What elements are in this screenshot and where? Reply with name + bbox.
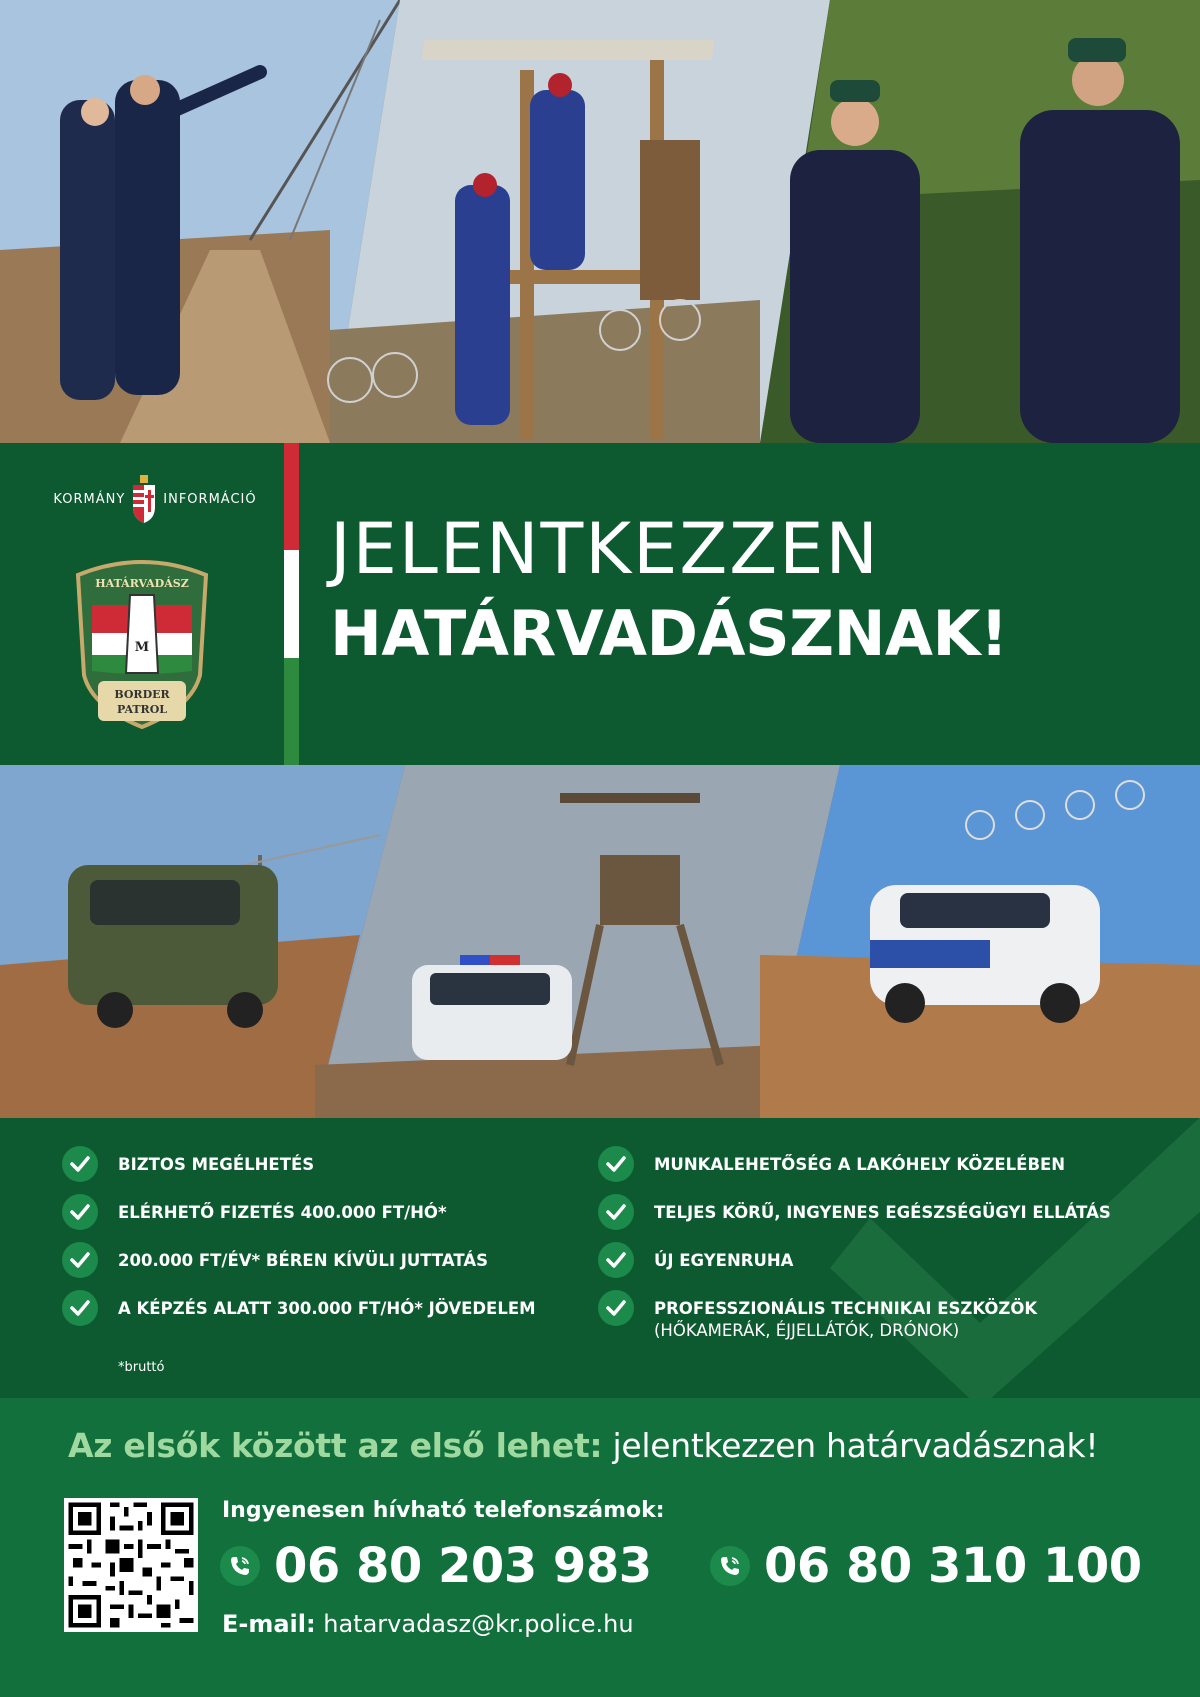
benefits-section (0, 1118, 1200, 1398)
benefit-main-text: PROFESSZIONÁLIS TECHNIKAI ESZKÖZÖK (654, 1299, 1038, 1318)
badge-bottom-line2: PATROL (116, 703, 168, 716)
benefit-text: A KÉPZÉS ALATT 300.000 FT/HÓ* JÖVEDELEM (118, 1299, 536, 1318)
hungarian-flag-bar (284, 443, 299, 765)
headline (330, 508, 1190, 678)
top-photo-strip (0, 0, 1200, 443)
check-icon (598, 1290, 634, 1326)
check-icon (62, 1242, 98, 1278)
phones-label: Ingyenesen hívható telefonszámok: (222, 1498, 665, 1523)
phone-number-2[interactable] (710, 1538, 1142, 1594)
benefit-item (598, 1298, 1158, 1346)
check-icon (62, 1146, 98, 1182)
benefit-text: MUNKALEHETŐSÉG A LAKÓHELY KÖZELÉBEN (654, 1155, 1066, 1174)
check-icon (598, 1146, 634, 1182)
benefit-text (654, 1298, 1037, 1342)
hungarian-coat-of-arms-icon (131, 475, 157, 523)
phone-number-text: 06 80 310 100 (764, 1538, 1142, 1594)
headline-line1: JELENTKEZZEN (330, 508, 880, 590)
check-icon (62, 1290, 98, 1326)
benefit-text: 200.000 FT/ÉV* BÉREN KÍVÜLI JUTTATÁS (118, 1251, 488, 1270)
benefits-left-column (62, 1154, 582, 1346)
headline-line2: HATÁRVADÁSZNAK! (330, 597, 1008, 670)
photo-two-officers (760, 0, 1200, 443)
brand-right-word: INFORMÁCIÓ (163, 491, 257, 507)
email-address-link[interactable]: hatarvadasz@kr.police.hu (323, 1610, 634, 1638)
email-line (222, 1610, 634, 1638)
benefit-item (598, 1154, 1158, 1202)
check-icon (598, 1242, 634, 1278)
tagline-rest: jelentkezzen határvadásznak! (612, 1426, 1099, 1465)
benefit-item (62, 1154, 582, 1202)
badge-bottom-line1: BORDER (114, 688, 170, 701)
email-label: E-mail: (222, 1610, 316, 1638)
check-icon (598, 1194, 634, 1230)
middle-photo-strip (0, 765, 1200, 1118)
benefit-item (598, 1202, 1158, 1250)
tagline-highlight: Az elsők között az első lehet: (68, 1426, 603, 1465)
benefit-sub-text: (HŐKAMERÁK, ÉJJELLÁTÓK, DRÓNOK) (654, 1321, 960, 1340)
tagline (68, 1426, 1098, 1465)
benefit-text: BIZTOS MEGÉLHETÉS (118, 1155, 315, 1174)
kormany-informacio-logo (40, 475, 270, 523)
qr-code[interactable] (64, 1498, 198, 1632)
benefit-item (62, 1202, 582, 1250)
phone-icon (220, 1546, 260, 1586)
benefit-text: TELJES KÖRŰ, INGYENES EGÉSZSÉGÜGYI ELLÁTÁS (654, 1203, 1111, 1222)
phone-icon (710, 1546, 750, 1586)
phone-number-1[interactable] (220, 1538, 652, 1594)
benefits-right-column (598, 1154, 1158, 1346)
brand-left-word: KORMÁNY (53, 491, 126, 507)
footnote: *bruttó (118, 1360, 165, 1375)
benefit-text: ÚJ EGYENRUHA (654, 1251, 794, 1270)
badge-top-text: HATÁRVADÁSZ (95, 577, 189, 590)
border-patrol-shield-icon (72, 555, 212, 730)
phone-number-text: 06 80 203 983 (274, 1538, 652, 1594)
contact-section (0, 1398, 1200, 1697)
benefit-item (598, 1250, 1158, 1298)
photo-watchtower (328, 0, 830, 443)
benefit-text: ELÉRHETŐ FIZETÉS 400.000 FT/HÓ* (118, 1203, 447, 1222)
badge-letter: M (134, 640, 150, 655)
benefit-item (62, 1250, 582, 1298)
check-icon (62, 1194, 98, 1230)
benefit-item (62, 1298, 582, 1346)
